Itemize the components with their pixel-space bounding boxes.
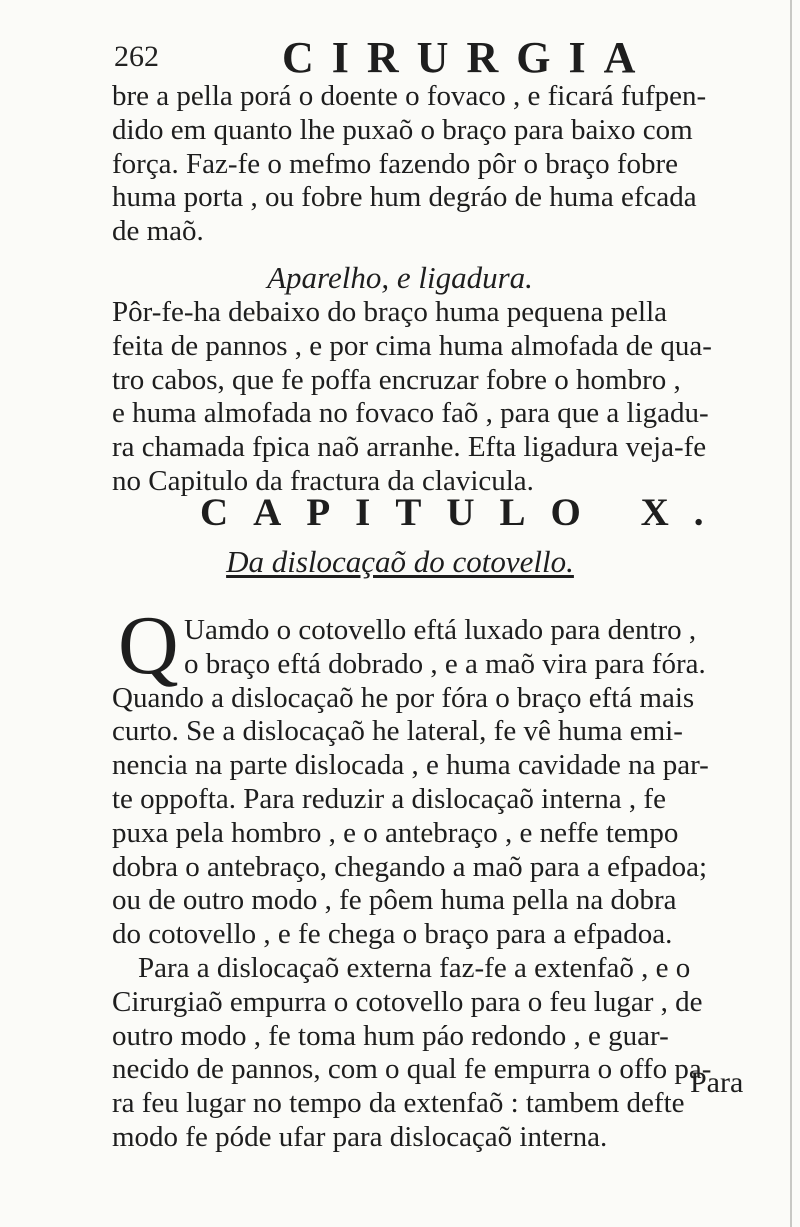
section-paragraph xyxy=(112,296,792,499)
text-line: o braço eftá dobrado , e a maõ vira para fóra. xyxy=(184,647,706,680)
text-line: de maõ. xyxy=(112,215,204,248)
text-line: te oppofta. Para reduzir a dislocaçaõ interna , fe xyxy=(112,782,666,815)
text-line: feita de pannos , e por cima huma almofada de qua- xyxy=(112,329,712,362)
text-line: necido de pannos, com o qual fe empurra o offo pa- xyxy=(112,1053,712,1086)
text-line: curto. Se a dislocaçaõ he lateral, fe vê huma emi- xyxy=(112,715,683,748)
text-line: Pôr-fe-ha debaixo do braço huma pequena pella xyxy=(112,296,668,328)
text-line: e huma almofada no fovaco faõ , para que a ligadu- xyxy=(112,397,709,430)
text-line: puxa pela hombro , e o antebraço , e neffe tempo xyxy=(112,816,679,849)
text-line: outro modo , fe toma hum páo redondo , e guar- xyxy=(112,1019,669,1052)
chapter-heading: CAPITULO X. xyxy=(200,491,729,534)
text-line: Uamdo o cotovello eftá luxado para dentro , xyxy=(184,614,697,646)
text-line: Quando a dislocaçaõ he por fóra o braço eftá mais xyxy=(112,681,695,714)
drop-cap: Q xyxy=(118,599,179,692)
chapter-subtitle: Da dislocaçaõ do cotovello. xyxy=(226,544,574,579)
intro-paragraph xyxy=(112,80,792,249)
section-title: Aparelho, e ligadura. xyxy=(267,260,533,295)
text-line: no Capitulo da fractura da clavicula. xyxy=(112,464,534,497)
text-line: modo fe póde ufar para dislocaçaõ interna. xyxy=(112,1120,608,1153)
text-line: ou de outro modo , fe pôem huma pella na dobra xyxy=(112,884,677,917)
text-line: força. Faz-fe o mefmo fazendo pôr o braço fobre xyxy=(112,147,679,180)
text-line: Cirurgiaõ empurra o cotovello para o feu lugar , de xyxy=(112,985,703,1018)
text-line: Para a dislocaçaõ externa faz-fe a extenfaõ , e o xyxy=(138,951,691,984)
text-line: nencia na parte dislocada , e huma cavidade na par- xyxy=(112,749,709,782)
text-line: ra chamada fpica naõ arranhe. Efta ligadura veja-fe xyxy=(112,431,707,464)
catchword: Para xyxy=(690,1066,744,1099)
text-line: huma porta , ou fobre hum degráo de huma efcada xyxy=(112,181,697,214)
page-header xyxy=(114,32,674,82)
text-line: bre a pella porá o doente o fovaco , e ficará fufpen- xyxy=(112,80,707,112)
page-number: 262 xyxy=(114,40,159,73)
text-line: tro cabos, que fe poffa encruzar fobre o hombro , xyxy=(112,363,681,396)
text-line: do cotovello , e fe chega o braço para a efpadoa. xyxy=(112,918,673,951)
text-line: ra feu lugar no tempo da extenfaõ : tambem defte xyxy=(112,1087,685,1120)
running-head: CIRURGIA xyxy=(282,33,654,82)
text-line: dido em quanto lhe puxaõ o braço para baixo com xyxy=(112,113,693,146)
text-line: dobra o antebraço, chegando a maõ para a efpadoa; xyxy=(112,850,707,883)
